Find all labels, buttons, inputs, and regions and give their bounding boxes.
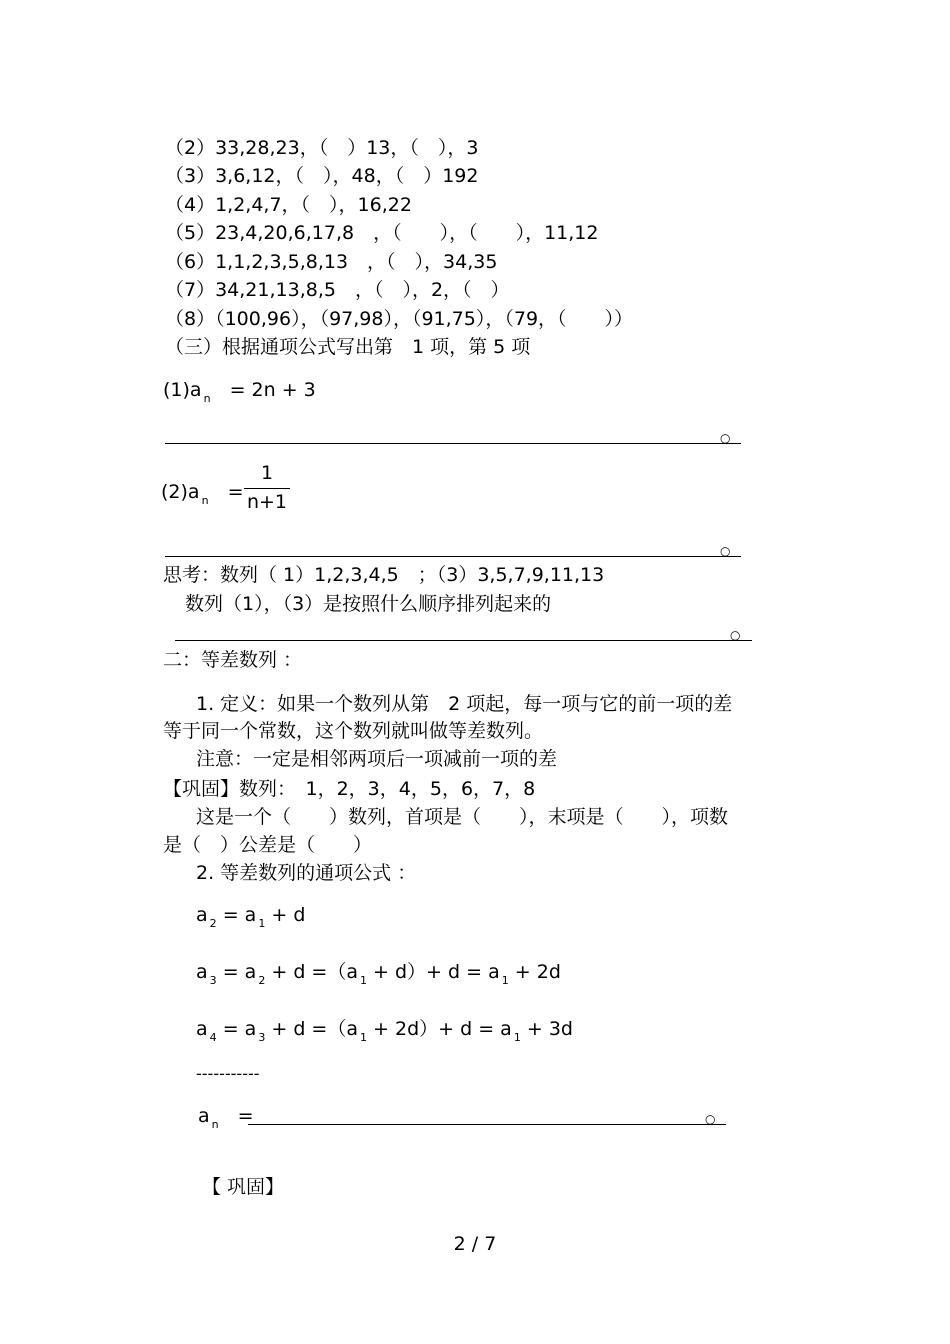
term-a: a <box>196 904 208 926</box>
answer-line-1 <box>165 443 741 444</box>
general-term-answer-line <box>248 1124 726 1125</box>
thinking-line-1: 思考：数列（ 1）1,2,3,4,5 ；（3）3,5,7,9,11,13 <box>163 564 605 586</box>
fraction-bar <box>244 488 290 489</box>
formula-1-rhs: = 2n + 3 <box>229 379 316 401</box>
formula-2 <box>161 480 243 507</box>
equals-a: = a <box>222 961 257 983</box>
formula-2-fraction <box>244 462 290 513</box>
sequence-2: （2）33,28,23，（ ）13，（ ），3 <box>165 137 479 159</box>
subscript: 4 <box>209 1031 217 1044</box>
sequence-5: （5）23,4,20,6,17,8 ，（ ），（ ），11,12 <box>165 222 599 244</box>
subscript: 1 <box>258 917 266 930</box>
subscript: 1 <box>501 974 509 987</box>
subscript: 1 <box>359 1031 367 1044</box>
formula-1 <box>163 378 316 405</box>
expression-part: + 2d <box>514 961 561 983</box>
subscript: 1 <box>359 974 367 987</box>
subscript: 2 <box>209 917 217 930</box>
formula-1-subscript: n <box>203 392 211 405</box>
remainder: + d <box>271 904 306 926</box>
subscript: 1 <box>513 1031 521 1044</box>
derivation-row-1 <box>196 903 305 930</box>
answer-end-mark-3: ○ <box>730 628 741 642</box>
term-a: a <box>198 1105 210 1127</box>
expression-part: + 3d <box>526 1018 573 1040</box>
subscript: 3 <box>209 974 217 987</box>
general-term <box>198 1104 254 1131</box>
definition-line-1: 1. 定义：如果一个数列从第 2 项起，每一项与它的前一项的差 <box>196 693 733 715</box>
answer-line-2 <box>165 556 741 557</box>
formula-2-prefix: (2)a <box>161 481 200 503</box>
note: 注意：一定是相邻两项后一项减前一项的差 <box>196 748 558 770</box>
expression-part: + d =（a <box>271 961 358 983</box>
subscript: n <box>211 1118 219 1131</box>
ellipsis-dashes: ----------- <box>196 1064 260 1083</box>
answer-end-mark-2: ○ <box>720 544 731 558</box>
term-a: a <box>196 1018 208 1040</box>
subscript: 2 <box>258 974 266 987</box>
sequence-6: （6）1,1,2,3,5,8,13 ，（ ），34,35 <box>165 251 498 273</box>
fill-blank-line-2: 是（ ）公差是（ ） <box>163 834 373 856</box>
answer-line-3 <box>175 640 752 641</box>
section3-heading: （三）根据通项公式写出第 1 项，第 5 项 <box>165 336 531 358</box>
page-number: 2 / 7 <box>453 1233 497 1255</box>
equals-a: = a <box>222 1018 257 1040</box>
final-heading: 【 巩固】 <box>202 1176 285 1198</box>
term-a: a <box>196 961 208 983</box>
fill-blank-line-1: 这是一个（ ）数列，首项是（ ），末项是（ ），项数 <box>196 806 729 828</box>
expression-part: + 2d）+ d = a <box>373 1018 512 1040</box>
expression-part: + d）+ d = a <box>373 961 500 983</box>
formula-2-equals: = <box>227 481 244 503</box>
sequence-4: （4）1,2,4,7，（ ），16,22 <box>165 194 412 216</box>
definition-line-2: 等于同一个常数，这个数列就叫做等差数列。 <box>163 720 544 742</box>
sequence-8: （8）（100,96），（97,98），（91,75），（79，（ ）） <box>165 308 634 330</box>
formula-2-subscript: n <box>201 494 209 507</box>
equals-a: = a <box>222 904 257 926</box>
arith-heading: 二：等差数列 ： <box>163 649 303 671</box>
formula-title: 2. 等差数列的通项公式 ： <box>196 862 417 884</box>
equals: = <box>237 1105 254 1127</box>
fraction-numerator: 1 <box>260 462 274 484</box>
formula-1-prefix: (1)a <box>163 379 202 401</box>
consolidate-example: 【巩固】数列： 1，2，3，4，5，6，7，8 <box>163 778 536 800</box>
thinking-line-2: 数列（1），（3）是按照什么顺序排列起来的 <box>185 593 552 615</box>
sequence-3: （3）3,6,12，（ ），48，（ ）192 <box>165 165 479 187</box>
derivation-row-3 <box>196 1017 573 1044</box>
sequence-7: （7）34,21,13,8,5 ，（ ），2，（ ） <box>165 279 510 301</box>
fraction-denominator: n+1 <box>246 491 288 513</box>
subscript: 3 <box>258 1031 266 1044</box>
answer-end-mark-4: ○ <box>705 1112 716 1126</box>
answer-end-mark-1: ○ <box>720 431 731 445</box>
derivation-row-2 <box>196 960 561 987</box>
expression-part: + d =（a <box>271 1018 358 1040</box>
